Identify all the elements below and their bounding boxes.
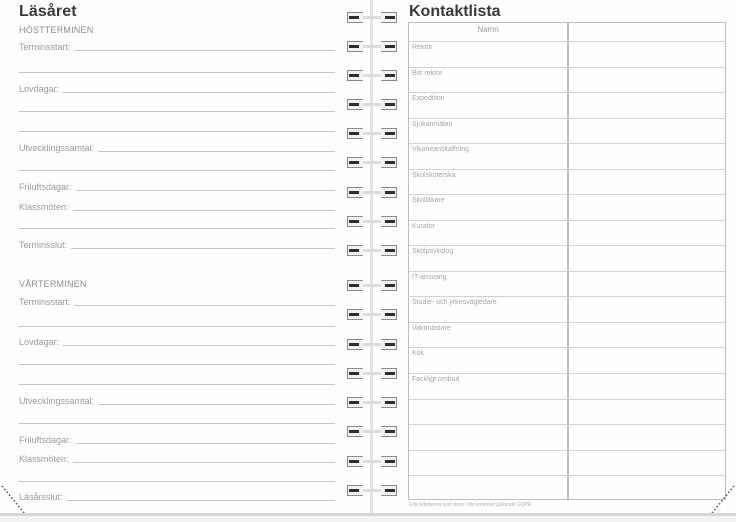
spiral-ring-icon [347, 425, 397, 439]
autumn-class-meetings-field[interactable] [19, 200, 335, 214]
spiral-ring-icon [347, 338, 397, 352]
table-row-label[interactable]: Rektor [412, 44, 433, 51]
row-line [409, 194, 725, 195]
table-row-label[interactable]: Kurator [412, 223, 435, 230]
table-row-label[interactable]: Kök [412, 350, 425, 357]
field-label: Terminsstart: [19, 297, 75, 307]
spiral-ring-icon [347, 396, 397, 410]
table-row-label[interactable]: Skolpsykolog [412, 248, 454, 255]
spiral-ring-icon [347, 186, 397, 200]
table-row-label[interactable]: Studie- och yrkesvägledare [412, 299, 497, 306]
autumn-term-end-field[interactable] [19, 238, 335, 252]
spring-term-start-extra-line[interactable] [19, 326, 335, 327]
row-line [409, 67, 725, 68]
field-label: Friluftsdagar: [19, 435, 76, 445]
contact-table [408, 22, 726, 500]
field-label: Utvecklingssamtal: [19, 396, 98, 406]
page-title-school-year: Läsåret [19, 3, 77, 20]
table-row-label[interactable]: Skolsköterska [412, 172, 456, 179]
row-line [409, 245, 725, 246]
spring-class-meetings-extra-line[interactable] [19, 481, 335, 482]
autumn-development-talks-extra-line[interactable] [19, 170, 335, 171]
autumn-development-talks-field[interactable] [19, 141, 335, 155]
row-line [409, 118, 725, 119]
row-line [409, 475, 725, 476]
page-bottom-shadow [0, 516, 736, 522]
autumn-holidays-extra-line-2[interactable] [19, 131, 335, 132]
spiral-ring-icon [347, 308, 397, 322]
table-row-label[interactable]: IT-ansvarig [412, 274, 447, 281]
table-row-label[interactable]: Bitr rektor [412, 70, 443, 77]
spiral-ring-icon [347, 40, 397, 54]
spiral-ring-icon [347, 244, 397, 258]
field-label: Klassmöten: [19, 202, 73, 212]
section-heading-autumn: HÖSTTERMINEN [19, 25, 94, 35]
field-label: Friluftsdagar: [19, 182, 76, 192]
spiral-ring-icon [347, 127, 397, 141]
row-line [409, 41, 725, 42]
row-line [409, 399, 725, 400]
row-line [409, 143, 725, 144]
autumn-holidays-field[interactable] [19, 82, 335, 96]
row-line [409, 169, 725, 170]
row-line [409, 347, 725, 348]
write-line [19, 345, 335, 346]
field-label: Utvecklingssamtal: [19, 143, 98, 153]
table-row-label[interactable]: Fackligt ombud [412, 376, 460, 383]
table-row-label[interactable]: Skolläkare [412, 197, 445, 204]
spiral-ring-icon [347, 156, 397, 170]
section-heading-spring: VÅRTERMINEN [19, 279, 87, 289]
field-label: Terminsstart: [19, 42, 75, 52]
spring-holidays-field[interactable] [19, 335, 335, 349]
field-label: Klassmöten: [19, 454, 73, 464]
spring-holidays-extra-line-2[interactable] [19, 384, 335, 385]
spring-holidays-extra-line-1[interactable] [19, 364, 335, 365]
autumn-term-start-field[interactable] [19, 40, 335, 54]
spiral-ring-icon [347, 455, 397, 469]
autumn-holidays-extra-line-1[interactable] [19, 111, 335, 112]
autumn-class-meetings-extra-line[interactable] [19, 228, 335, 229]
field-label: Lovdagar: [19, 337, 63, 347]
spring-year-end-field[interactable] [19, 490, 335, 504]
spring-development-talks-field[interactable] [19, 394, 335, 408]
row-line [409, 424, 725, 425]
row-line [409, 296, 725, 297]
row-line [409, 373, 725, 374]
spiral-ring-icon [347, 279, 397, 293]
row-line [409, 450, 725, 451]
spring-class-meetings-field[interactable] [19, 452, 335, 466]
row-line [409, 271, 725, 272]
table-row-label[interactable]: Sjukanmälan [412, 121, 453, 128]
spiral-ring-icon [347, 98, 397, 112]
table-row-label[interactable]: Expedition [412, 95, 445, 102]
row-line [409, 220, 725, 221]
spiral-ring-icon [347, 215, 397, 229]
spiral-ring-icon [347, 484, 397, 498]
spring-development-talks-extra-line[interactable] [19, 423, 335, 424]
autumn-outdoor-days-field[interactable] [19, 180, 335, 194]
page-title-contact-list: Kontaktlista [409, 3, 501, 20]
spring-outdoor-days-field[interactable] [19, 433, 335, 447]
row-line [409, 322, 725, 323]
table-header-name: Namn [477, 25, 499, 34]
spiral-ring-icon [347, 11, 397, 25]
write-line [19, 92, 335, 93]
autumn-term-start-extra-line[interactable] [19, 72, 335, 73]
table-row-label[interactable]: Vikarieanskaffning [412, 146, 469, 153]
field-label: Lovdagar: [19, 84, 63, 94]
field-label: Läsårsslut: [19, 492, 67, 502]
spiral-ring-icon [347, 69, 397, 83]
spiral-ring-icon [347, 367, 397, 381]
table-row-label[interactable]: Vaktmästare [412, 325, 451, 332]
gdpr-footer-note: Följ riktlinjerna som finns i din kommun gällande GDPR. [409, 502, 533, 508]
spring-term-start-field[interactable] [19, 295, 335, 309]
column-divider [567, 23, 569, 499]
field-label: Terminsslut: [19, 240, 71, 250]
row-line [409, 92, 725, 93]
